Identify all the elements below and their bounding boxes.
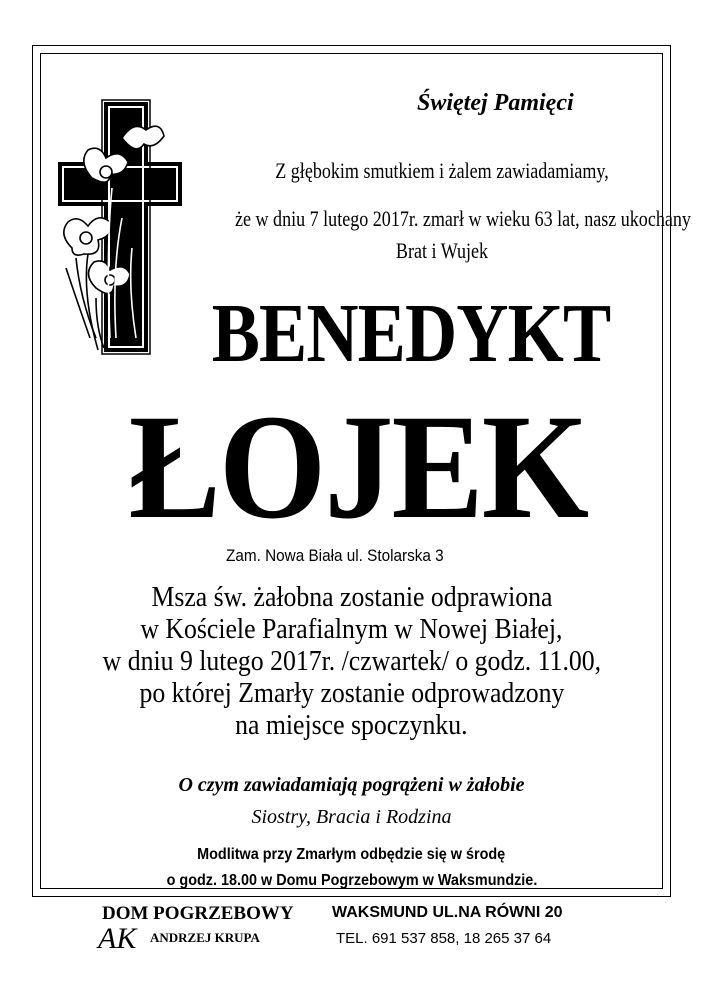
header-title: Świętej Pamięci: [417, 90, 574, 116]
mass-line-2: w Kościele Parafialnym w Nowej Białej,: [140, 614, 563, 645]
mass-line-5: na miejsce spoczynku.: [235, 710, 468, 741]
prayer-line-1: Modlitwa przy Zmarłym odbędzie się w środę: [197, 846, 506, 863]
prayer-line-2: o godz. 18.00 w Domu Pogrzebowym w Waksmundzie.: [166, 872, 537, 889]
intro-line-3: Brat i Wujek: [395, 238, 489, 263]
mass-line-1: Msza św. żałobna zostanie odprawiona: [150, 582, 553, 613]
intro-line-1: Z głębokim smutkiem i żalem zawiadamiamy,: [275, 158, 609, 183]
footer-owner-name: ANDRZEJ KRUPA: [150, 930, 260, 945]
residence-address: Zam. Nowa Biała ul. Stolarska 3: [226, 546, 444, 565]
mass-line-4: po której Zmarły zostanie odprowadzony: [139, 678, 564, 709]
ak-monogram-text: AK: [98, 922, 137, 955]
mourners-names: Siostry, Bracia i Rodzina: [251, 806, 452, 828]
deceased-first-name: BENEDYKT: [211, 287, 611, 380]
mass-line-3: w dniu 9 lutego 2017r. /czwartek/ o godz. 11.00,: [102, 646, 601, 677]
mourners-title: O czym zawiadamiają pogrążeni w żałobie: [178, 774, 525, 796]
footer-phones: TEL. 691 537 858, 18 265 37 64: [336, 930, 552, 947]
footer-company-name: DOM POGRZEBOWY: [102, 903, 294, 924]
intro-line-2: że w dniu 7 lutego 2017r. zmarł w wieku 63 lat, nasz ukochany: [235, 206, 691, 231]
footer-address: WAKSMUND UL.NA RÓWNI 20: [332, 904, 563, 921]
cross-with-lilies-icon: [52, 98, 182, 358]
deceased-last-name: ŁOJEK: [128, 384, 588, 550]
ak-monogram-icon: [96, 920, 152, 956]
